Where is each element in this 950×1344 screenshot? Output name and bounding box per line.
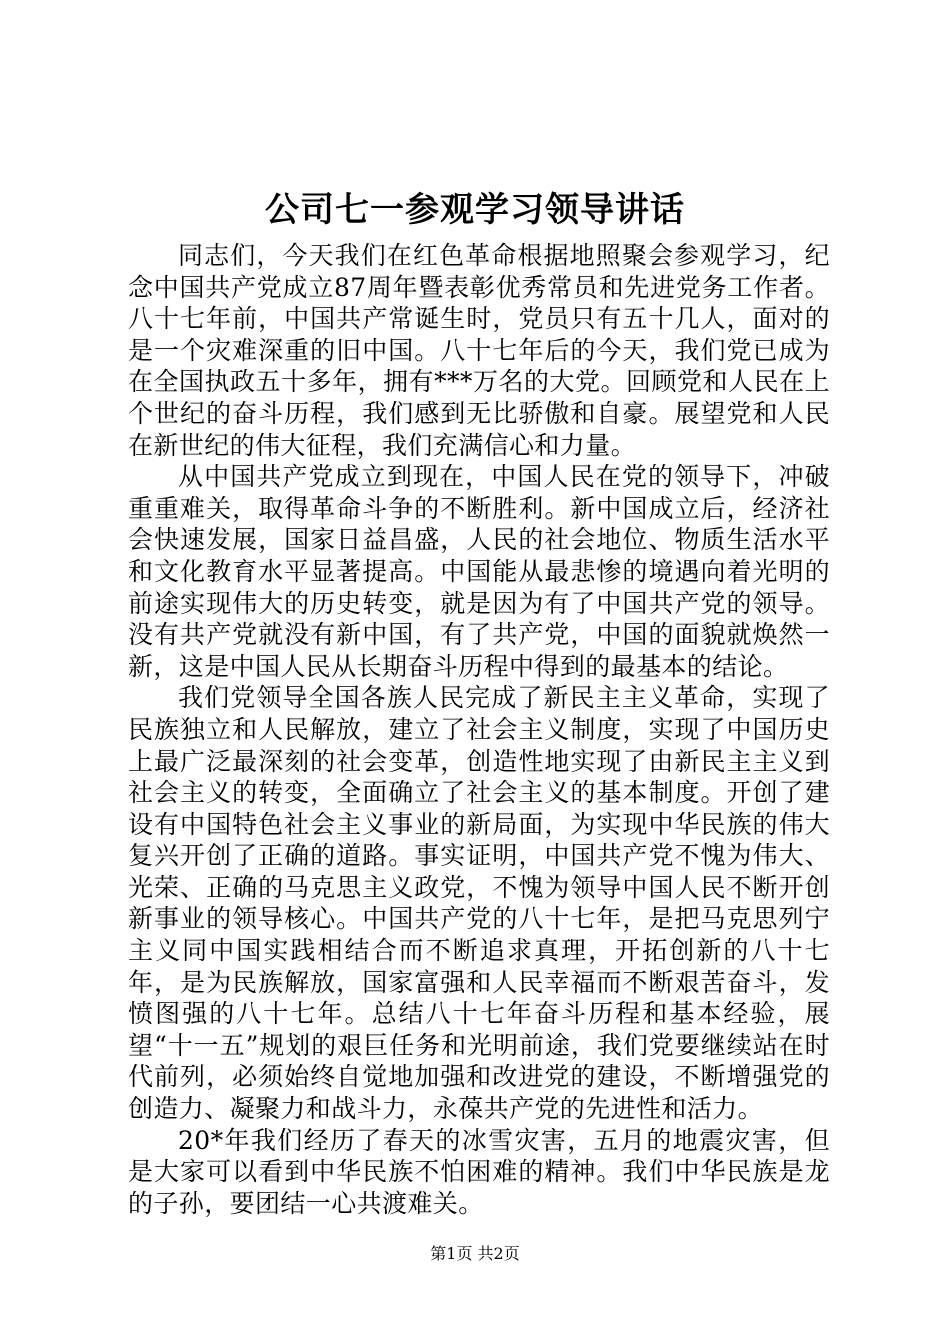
document-title: 公司七一参观学习领导讲话	[265, 190, 685, 230]
paragraph-2: 从中国共产党成立到现在，中国人民在党的领导下，冲破重重难关，取得革命斗争的不断胜利。新中国成立后，经济社会快速发展，国家日益昌盛，人民的社会地位、物质生活水平和文化教育水平显著提高。中国能从最悲惨的境遇向着光明的前途实现伟大的历史转变，就是因为有了中国共产党的领导。没有共产党就没有新中国，有了共产党，中国的面貌就焕然一新，这是中国人民从长期奋斗历程中得到的最基本的结论。	[128, 462, 830, 681]
document-body	[128, 240, 830, 1219]
paragraph-4: 20*年我们经历了春天的冰雪灾害，五月的地震灾害，但是大家可以看到中华民族不怕困难的精神。我们中华民族是龙的子孙，要团结一心共渡难关。	[128, 1125, 830, 1218]
paragraph-3: 我们党领导全国各族人民完成了新民主主义革命，实现了民族独立和人民解放，建立了社会主义制度，实现了中国历史上最广泛最深刻的社会变革，创造性地实现了由新民主主义到社会主义的转变，全面确立了社会主义的基本制度。开创了建设有中国特色社会主义事业的新局面，为实现中华民族的伟大复兴开创了正确的道路。事实证明，中国共产党不愧为伟大、光荣、正确的马克思主义政党，不愧为领导中国人民不断开创新事业的领导核心。中国共产党的八十七年，是把马克思列宁主义同中国实践相结合而不断追求真理，开拓创新的八十七年，是为民族解放，国家富强和人民幸福而不断艰苦奋斗，发愤图强的八十七年。总结八十七年奋斗历程和基本经验，展望“十一五”规划的艰巨任务和光明前途，我们党要继续站在时代前列，必须始终自觉地加强和改进党的建设，不断增强党的创造力、凝聚力和战斗力，永葆共产党的先进性和活力。	[128, 683, 830, 1124]
paragraph-1: 同志们，今天我们在红色革命根据地照聚会参观学习，纪念中国共产党成立87周年暨表彰优秀常员和先进党务工作者。八十七年前，中国共产常诞生时，党员只有五十几人，面对的是一个灾难深重的旧中国。八十七年后的今天，我们党已成为在全国执政五十多年，拥有***万名的大党。回顾党和人民在上个世纪的奋斗历程，我们感到无比骄傲和自豪。展望党和人民在新世纪的伟大征程，我们充满信心和力量。	[128, 241, 830, 460]
page-number-footer: 第1页 共2页	[430, 1244, 520, 1263]
